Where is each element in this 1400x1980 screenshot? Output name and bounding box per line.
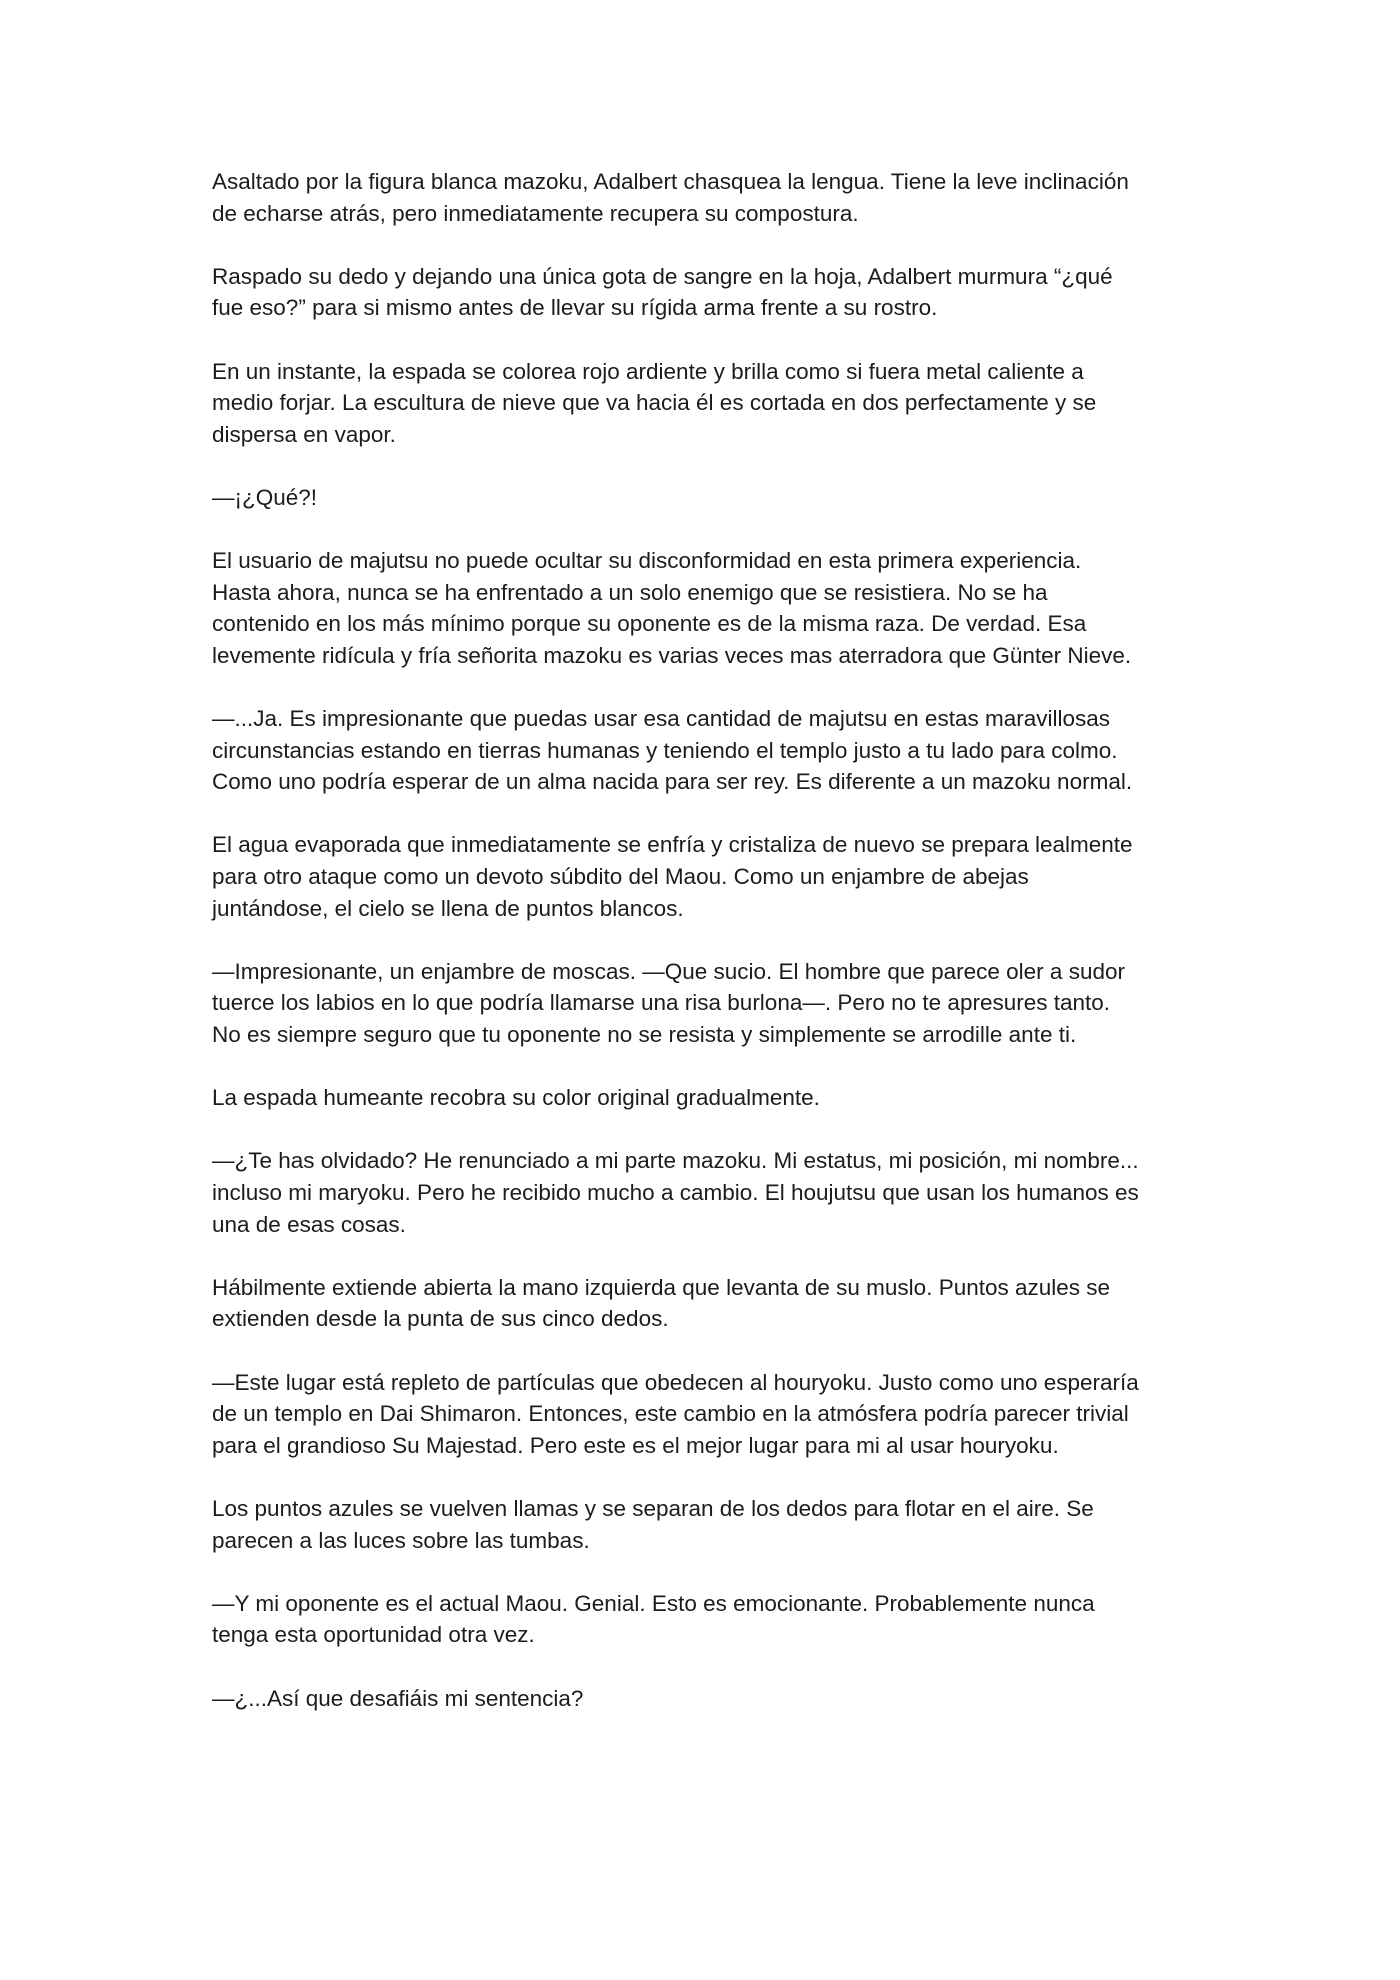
paragraph: —¿...Así que desafiáis mi sentencia? xyxy=(212,1685,584,1711)
paragraph: —¿Te has olvidado? He renunciado a mi parte mazoku. Mi estatus, mi posición, mi nombre... incluso mi maryoku. Pero he recibido mucho a cambio. El houjutsu que usan los humanos es una de esas cosas. xyxy=(212,1148,1139,1237)
paragraph: La espada humeante recobra su color original gradualmente. xyxy=(212,1085,820,1111)
paragraph: —Este lugar está repleto de partículas que obedecen al houryoku. Justo como uno esperaría de un templo en Dai Shimaron. Entonces, este cambio en la atmósfera podría parecer trivial para el grandioso Su Majestad. Pero este es el mejor lugar para mi al usar houryoku. xyxy=(212,1369,1139,1458)
paragraph: Asaltado por la figura blanca mazoku, Adalbert chasquea la lengua. Tiene la leve inclinación de echarse atrás, pero inmediatamente recupera su compostura. xyxy=(212,169,1129,226)
paragraph: Hábilmente extiende abierta la mano izquierda que levanta de su muslo. Puntos azules se extienden desde la punta de sus cinco dedos. xyxy=(212,1274,1111,1332)
paragraph: Los puntos azules se vuelven llamas y se separan de los dedos para flotar en el aire. Se parecen a las luces sobre las tumbas. xyxy=(212,1495,1094,1553)
paragraph: —Impresionante, un enjambre de moscas. —Que sucio. El hombre que parece oler a sudor tuerce los labios en lo que podría llamarse una risa burlona—. Pero no te apresures tanto. No es siempre seguro que tu oponente no se resista y simplemente se arrodille ante ti. xyxy=(212,958,1125,1048)
paragraph: El agua evaporada que inmediatamente se enfría y cristaliza de nuevo se prepara lealmente para otro ataque como un devoto súbdito del Maou. Como un enjambre de abejas juntándose, el cielo se llena de puntos blancos. xyxy=(212,832,1133,921)
document-body xyxy=(212,166,1188,1746)
paragraph: El usuario de majutsu no puede ocultar su disconformidad en esta primera experiencia. Hasta ahora, nunca se ha enfrentado a un solo enemigo que se resistiera. No se ha contenido en los más mínimo porque su oponente es de la misma raza. De verdad. Esa levemente ridícula y fría señorita mazoku es varias veces mas aterradora que Günter Nieve. xyxy=(212,548,1132,668)
paragraph: En un instante, la espada se colorea rojo ardiente y brilla como si fuera metal caliente a medio forjar. La escultura de nieve que va hacia él es cortada en dos perfectamente y se dispersa en vapor. xyxy=(212,358,1097,447)
paragraph: —¡¿Qué?! xyxy=(212,484,318,510)
paragraph: —Y mi oponente es el actual Maou. Genial. Esto es emocionante. Probablemente nunca tenga esta oportunidad otra vez. xyxy=(212,1590,1095,1648)
paragraph: Raspado su dedo y dejando una única gota de sangre en la hoja, Adalbert murmura “¿qué fue eso?” para si mismo antes de llevar su rígida arma frente a su rostro. xyxy=(212,263,1113,321)
paragraph: —...Ja. Es impresionante que puedas usar esa cantidad de majutsu en estas maravillosas circunstancias estando en tierras humanas y teniendo el templo justo a tu lado para colmo. Como uno podría esperar de un alma nacida para ser rey. Es diferente a un mazoku normal. xyxy=(212,706,1133,795)
